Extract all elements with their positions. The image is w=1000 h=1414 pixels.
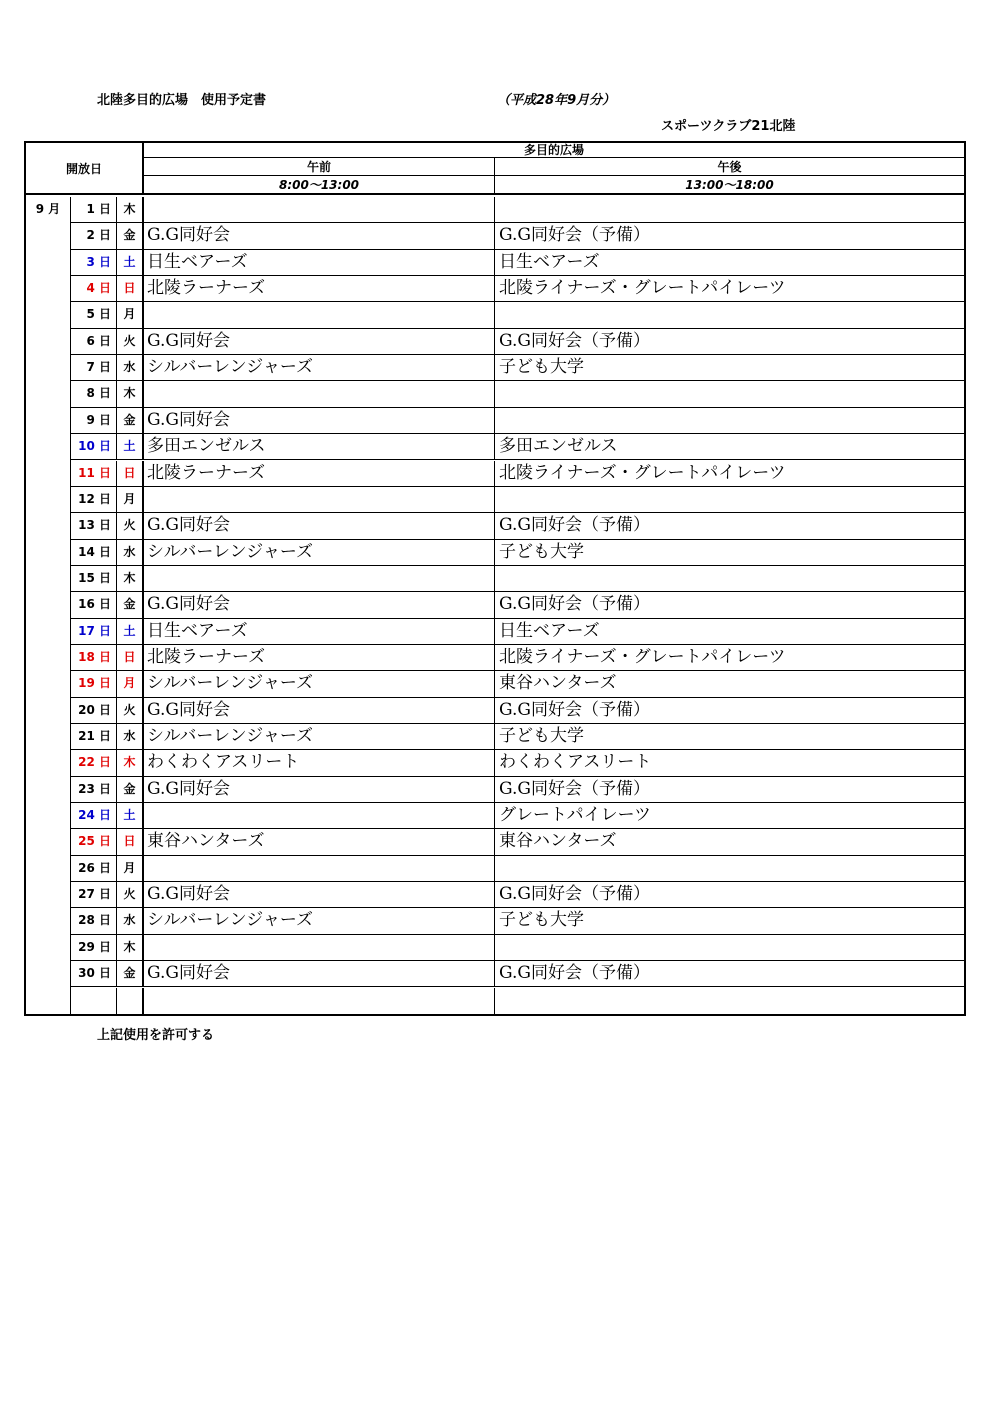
day-cell: 13 日 bbox=[71, 513, 117, 539]
am-cell bbox=[144, 381, 495, 407]
table-row bbox=[26, 381, 964, 407]
am-cell: G.G同好会 bbox=[144, 698, 495, 724]
weekday-cell: 土 bbox=[117, 250, 144, 276]
pm-cell: G.G同好会（予備） bbox=[495, 698, 964, 724]
weekday-cell: 日 bbox=[117, 645, 144, 671]
table-row bbox=[26, 961, 964, 987]
day-cell: 21 日 bbox=[71, 724, 117, 750]
pm-cell: 北陵ライナーズ・グレートパイレーツ bbox=[495, 461, 964, 487]
table-row bbox=[26, 803, 964, 829]
pm-cell: 東谷ハンターズ bbox=[495, 829, 964, 855]
weekday-cell: 木 bbox=[117, 750, 144, 776]
day-cell: 24 日 bbox=[71, 803, 117, 829]
table-row bbox=[26, 276, 964, 302]
am-cell bbox=[144, 935, 495, 961]
weekday-cell bbox=[117, 988, 144, 1014]
weekday-cell: 日 bbox=[117, 461, 144, 487]
table-row bbox=[26, 592, 964, 618]
am-cell: 北陵ラーナーズ bbox=[144, 276, 495, 302]
pm-cell bbox=[495, 302, 964, 328]
weekday-cell: 水 bbox=[117, 908, 144, 934]
am-cell bbox=[144, 302, 495, 328]
day-cell: 7 日 bbox=[71, 355, 117, 381]
weekday-cell: 木 bbox=[117, 197, 144, 223]
day-cell: 11 日 bbox=[71, 461, 117, 487]
table-row bbox=[26, 750, 964, 776]
am-cell: 日生ベアーズ bbox=[144, 250, 495, 276]
table-row bbox=[26, 619, 964, 645]
pm-cell: G.G同好会（予備） bbox=[495, 513, 964, 539]
am-cell: G.G同好会 bbox=[144, 882, 495, 908]
weekday-cell: 月 bbox=[117, 302, 144, 328]
weekday-cell: 火 bbox=[117, 513, 144, 539]
weekday-cell: 月 bbox=[117, 856, 144, 882]
weekday-cell: 火 bbox=[117, 329, 144, 355]
pm-cell: わくわくアスリート bbox=[495, 750, 964, 776]
am-cell: 北陵ラーナーズ bbox=[144, 461, 495, 487]
pm-cell bbox=[495, 566, 964, 592]
day-cell: 28 日 bbox=[71, 908, 117, 934]
weekday-cell: 土 bbox=[117, 803, 144, 829]
pm-cell: 多田エンゼルス bbox=[495, 434, 964, 460]
header-field: 多目的広場 bbox=[144, 143, 964, 158]
day-cell: 10 日 bbox=[71, 434, 117, 460]
table-row bbox=[26, 829, 964, 855]
table-row bbox=[26, 197, 964, 223]
pm-cell: 子ども大学 bbox=[495, 540, 964, 566]
weekday-cell: 金 bbox=[117, 961, 144, 987]
table-row bbox=[26, 302, 964, 328]
day-cell: 26 日 bbox=[71, 856, 117, 882]
day-cell: 15 日 bbox=[71, 566, 117, 592]
day-cell: 3 日 bbox=[71, 250, 117, 276]
weekday-cell: 水 bbox=[117, 355, 144, 381]
pm-cell: 子ども大学 bbox=[495, 908, 964, 934]
approval-note: 上記使用を許可する bbox=[97, 1028, 215, 1043]
am-cell bbox=[144, 197, 495, 223]
weekday-cell: 土 bbox=[117, 434, 144, 460]
weekday-cell: 金 bbox=[117, 408, 144, 434]
am-cell bbox=[144, 803, 495, 829]
pm-cell bbox=[495, 988, 964, 1014]
table-row bbox=[26, 355, 964, 381]
weekday-cell: 水 bbox=[117, 724, 144, 750]
header-pm: 午後 bbox=[495, 158, 964, 176]
day-cell: 2 日 bbox=[71, 223, 117, 249]
day-cell: 23 日 bbox=[71, 777, 117, 803]
weekday-cell: 月 bbox=[117, 671, 144, 697]
table-row bbox=[26, 724, 964, 750]
pm-cell: G.G同好会（予備） bbox=[495, 882, 964, 908]
am-cell: シルバーレンジャーズ bbox=[144, 540, 495, 566]
am-cell bbox=[144, 988, 495, 1014]
weekday-cell: 月 bbox=[117, 487, 144, 513]
weekday-cell: 日 bbox=[117, 829, 144, 855]
am-cell: シルバーレンジャーズ bbox=[144, 908, 495, 934]
table-row bbox=[26, 461, 964, 487]
am-cell: わくわくアスリート bbox=[144, 750, 495, 776]
table-row bbox=[26, 513, 964, 539]
weekday-cell: 日 bbox=[117, 276, 144, 302]
header-open-days: 開放日 bbox=[26, 143, 144, 195]
am-cell bbox=[144, 566, 495, 592]
weekday-cell: 水 bbox=[117, 540, 144, 566]
weekday-cell: 木 bbox=[117, 566, 144, 592]
pm-cell: 北陵ライナーズ・グレートパイレーツ bbox=[495, 276, 964, 302]
am-cell: G.G同好会 bbox=[144, 223, 495, 249]
pm-cell bbox=[495, 935, 964, 961]
table-row bbox=[26, 408, 964, 434]
pm-cell: G.G同好会（予備） bbox=[495, 592, 964, 618]
pm-cell bbox=[495, 381, 964, 407]
am-cell: G.G同好会 bbox=[144, 777, 495, 803]
header-am-time: 8:00〜13:00 bbox=[144, 176, 495, 195]
am-cell: G.G同好会 bbox=[144, 592, 495, 618]
month-label: 9 月 bbox=[35, 202, 61, 216]
am-cell bbox=[144, 487, 495, 513]
weekday-cell: 土 bbox=[117, 619, 144, 645]
pm-cell: 北陵ライナーズ・グレートパイレーツ bbox=[495, 645, 964, 671]
document-title: 北陸多目的広場 使用予定書 bbox=[97, 93, 267, 108]
pm-cell: G.G同好会（予備） bbox=[495, 329, 964, 355]
table-row bbox=[26, 777, 964, 803]
day-cell: 1 日 bbox=[71, 197, 117, 223]
table-row bbox=[26, 223, 964, 249]
day-cell: 22 日 bbox=[71, 750, 117, 776]
pm-cell bbox=[495, 856, 964, 882]
pm-cell: 日生ベアーズ bbox=[495, 250, 964, 276]
pm-cell: G.G同好会（予備） bbox=[495, 223, 964, 249]
table-row bbox=[26, 908, 964, 934]
am-cell: G.G同好会 bbox=[144, 513, 495, 539]
table-row bbox=[26, 856, 964, 882]
pm-cell: 子ども大学 bbox=[495, 724, 964, 750]
pm-cell bbox=[495, 487, 964, 513]
am-cell: シルバーレンジャーズ bbox=[144, 355, 495, 381]
day-cell: 8 日 bbox=[71, 381, 117, 407]
weekday-cell: 木 bbox=[117, 935, 144, 961]
am-cell: G.G同好会 bbox=[144, 408, 495, 434]
pm-cell: 東谷ハンターズ bbox=[495, 671, 964, 697]
am-cell: G.G同好会 bbox=[144, 329, 495, 355]
pm-cell: 子ども大学 bbox=[495, 355, 964, 381]
day-cell bbox=[71, 988, 117, 1014]
header-am: 午前 bbox=[144, 158, 495, 176]
schedule-table bbox=[24, 141, 966, 1016]
am-cell bbox=[144, 856, 495, 882]
table-row bbox=[26, 329, 964, 355]
day-cell: 29 日 bbox=[71, 935, 117, 961]
pm-cell: 日生ベアーズ bbox=[495, 619, 964, 645]
am-cell: 北陵ラーナーズ bbox=[144, 645, 495, 671]
weekday-cell: 火 bbox=[117, 882, 144, 908]
day-cell: 6 日 bbox=[71, 329, 117, 355]
table-row bbox=[26, 566, 964, 592]
period-label: （平成28年9月分） bbox=[497, 93, 616, 108]
day-cell: 25 日 bbox=[71, 829, 117, 855]
table-row bbox=[26, 882, 964, 908]
am-cell: シルバーレンジャーズ bbox=[144, 724, 495, 750]
day-cell: 5 日 bbox=[71, 302, 117, 328]
table-row bbox=[26, 698, 964, 724]
day-cell: 19 日 bbox=[71, 671, 117, 697]
table-row bbox=[26, 671, 964, 697]
weekday-cell: 火 bbox=[117, 698, 144, 724]
day-cell: 30 日 bbox=[71, 961, 117, 987]
day-cell: 12 日 bbox=[71, 487, 117, 513]
day-cell: 18 日 bbox=[71, 645, 117, 671]
am-cell: G.G同好会 bbox=[144, 961, 495, 987]
pm-cell bbox=[495, 408, 964, 434]
pm-cell bbox=[495, 197, 964, 223]
table-row bbox=[26, 540, 964, 566]
pm-cell: G.G同好会（予備） bbox=[495, 961, 964, 987]
day-cell: 9 日 bbox=[71, 408, 117, 434]
table-row bbox=[26, 434, 964, 460]
club-name: スポーツクラブ21北陸 bbox=[661, 119, 796, 134]
day-cell: 20 日 bbox=[71, 698, 117, 724]
table-row bbox=[26, 935, 964, 961]
table-row bbox=[26, 988, 964, 1014]
weekday-cell: 金 bbox=[117, 223, 144, 249]
table-row bbox=[26, 645, 964, 671]
weekday-cell: 金 bbox=[117, 592, 144, 618]
am-cell: シルバーレンジャーズ bbox=[144, 671, 495, 697]
day-cell: 16 日 bbox=[71, 592, 117, 618]
day-cell: 17 日 bbox=[71, 619, 117, 645]
am-cell: 多田エンゼルス bbox=[144, 434, 495, 460]
weekday-cell: 木 bbox=[117, 381, 144, 407]
header-pm-time: 13:00〜18:00 bbox=[495, 176, 964, 195]
pm-cell: G.G同好会（予備） bbox=[495, 777, 964, 803]
table-row bbox=[26, 250, 964, 276]
day-cell: 4 日 bbox=[71, 276, 117, 302]
day-cell: 14 日 bbox=[71, 540, 117, 566]
pm-cell: グレートパイレーツ bbox=[495, 803, 964, 829]
weekday-cell: 金 bbox=[117, 777, 144, 803]
table-row bbox=[26, 487, 964, 513]
day-cell: 27 日 bbox=[71, 882, 117, 908]
am-cell: 東谷ハンターズ bbox=[144, 829, 495, 855]
am-cell: 日生ベアーズ bbox=[144, 619, 495, 645]
